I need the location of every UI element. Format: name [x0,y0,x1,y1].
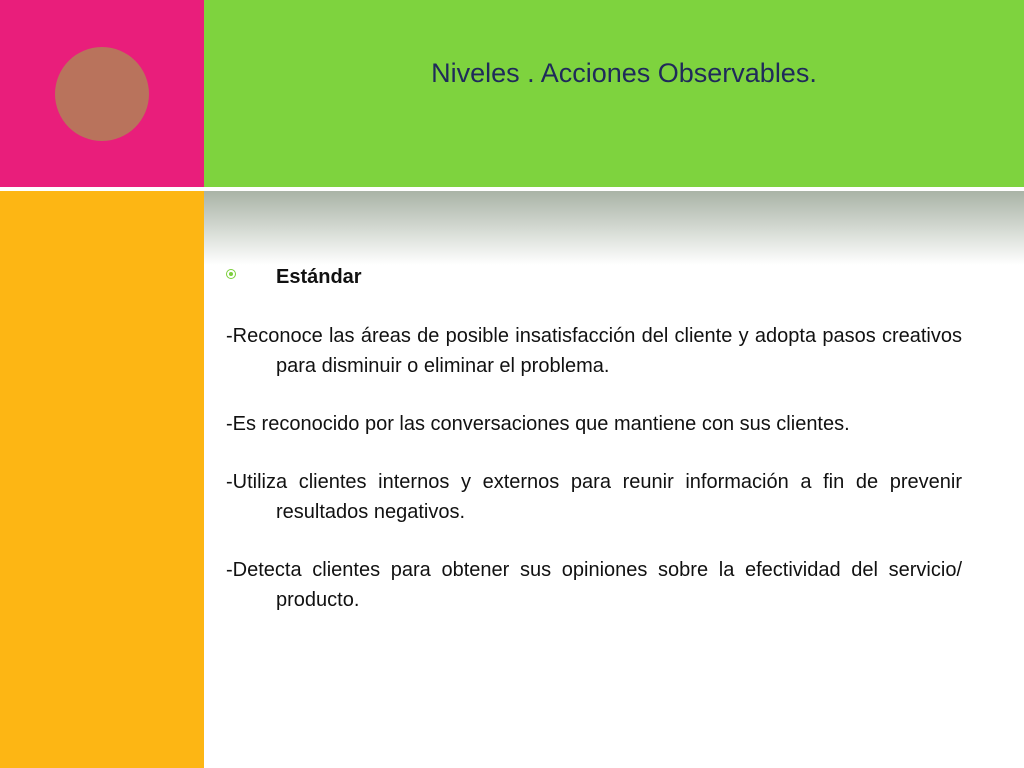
slide-content [226,262,962,643]
decorative-circle [55,47,149,141]
slide-title: Niveles . Acciones Observables. [431,58,817,88]
paragraph-3: -Utiliza clientes internos y externos para reunir información a fin de prevenir resultados negativos. [226,471,962,523]
bullet-heading: Estándar [276,266,362,288]
paragraph-4: -Detecta clientes para obtener sus opiniones sobre la efectividad del servicio/ producto. [226,559,962,611]
orange-side-block [0,187,204,768]
green-header-block [204,0,1024,187]
bullet-heading-row [226,262,962,292]
circle-bullet-icon [226,269,236,279]
paragraph-2: -Es reconocido por las conversaciones que mantiene con sus clientes. [226,413,850,435]
paragraph-1: -Reconoce las áreas de posible insatisfacción del cliente y adopta pasos creativos para disminuir o eliminar el problema. [226,325,962,377]
shadow-band [204,191,1024,265]
